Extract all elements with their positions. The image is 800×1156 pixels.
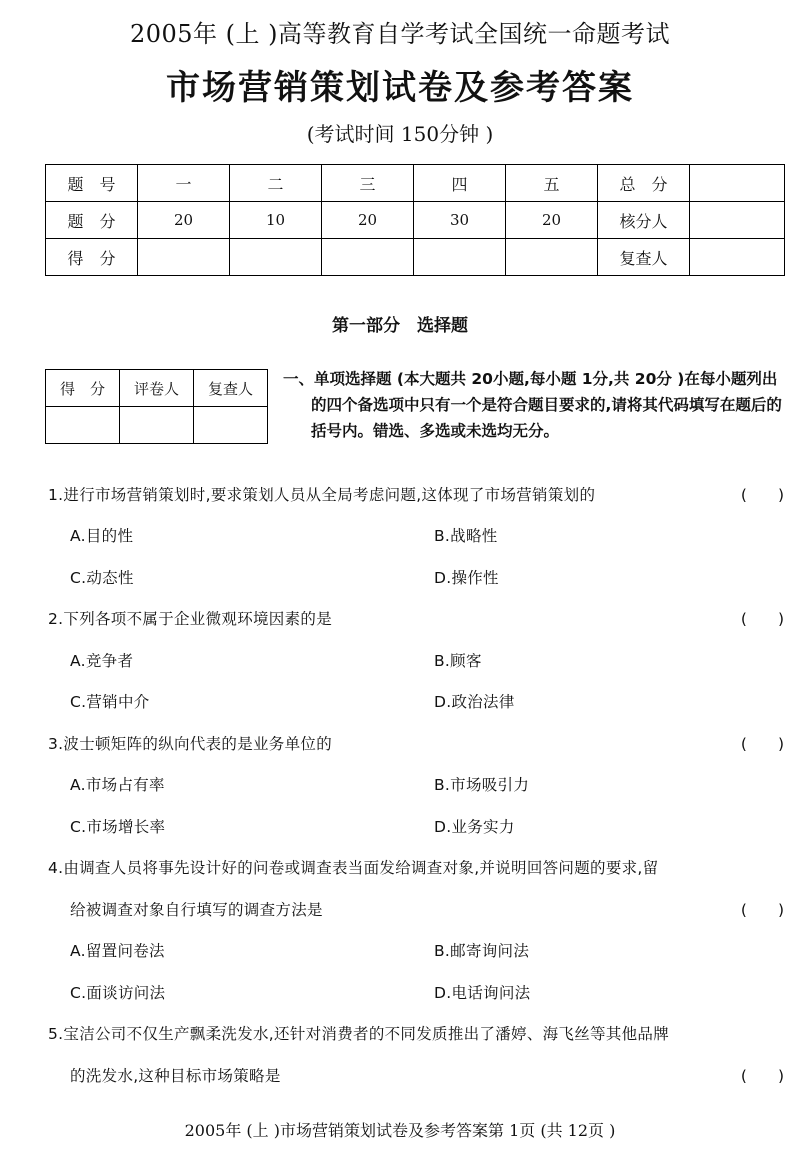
answer-bracket[interactable]: ( ) bbox=[740, 901, 784, 919]
score-cell-blank[interactable] bbox=[322, 239, 414, 276]
option-b: B.市场吸引力 bbox=[434, 776, 530, 794]
option-c: C.面谈访问法 bbox=[70, 984, 166, 1002]
option-c: C.市场增长率 bbox=[70, 818, 166, 836]
score-cell: 题 号 bbox=[46, 165, 138, 202]
score-cell: 20 bbox=[322, 202, 414, 239]
exam-time: (考试时间 150分钟 ) bbox=[306, 122, 494, 146]
answer-bracket[interactable]: ( ) bbox=[740, 1067, 784, 1085]
page-footer: 2005年 (上 )市场营销策划试卷及参考答案第 1页 (共 12页 ) bbox=[184, 1121, 616, 1140]
score-cell: 四 bbox=[414, 165, 506, 202]
score-cell: 五 bbox=[506, 165, 598, 202]
score-cell: 总 分 bbox=[598, 165, 690, 202]
score-table-row-points bbox=[46, 202, 785, 239]
score-cell-blank[interactable] bbox=[414, 239, 506, 276]
grader-cell-blank[interactable] bbox=[120, 407, 194, 444]
score-cell-blank[interactable] bbox=[690, 239, 785, 276]
exam-header: 2005年 (上 )高等教育自学考试全国统一命题考试 bbox=[129, 20, 671, 48]
score-table bbox=[45, 164, 785, 276]
score-cell: 核分人 bbox=[598, 202, 690, 239]
section-instructions: 一、单项选择题 (本大题共 20小题,每小题 1分,共 20分 )在每小题列出的四个备选项中只有一个是符合题目要求的,请将其代码填写在题后的括号内。错选、多选或未选均无分。 bbox=[283, 370, 782, 440]
option-d: D.业务实力 bbox=[434, 818, 515, 836]
score-cell: 题 分 bbox=[46, 202, 138, 239]
grader-header-score: 得 分 bbox=[46, 370, 120, 407]
question-2-stem: 2.下列各项不属于企业微观环境因素的是 bbox=[48, 610, 332, 628]
score-cell-blank[interactable] bbox=[506, 239, 598, 276]
score-cell: 得 分 bbox=[46, 239, 138, 276]
score-cell-blank[interactable] bbox=[138, 239, 230, 276]
option-b: B.顾客 bbox=[434, 652, 482, 670]
grader-header-reviewer: 复查人 bbox=[194, 370, 268, 407]
score-cell: 30 bbox=[414, 202, 506, 239]
score-cell: 20 bbox=[506, 202, 598, 239]
grader-header-grader: 评卷人 bbox=[120, 370, 194, 407]
score-cell: 复查人 bbox=[598, 239, 690, 276]
question-4-stem-line1: 4.由调查人员将事先设计好的问卷或调查表当面发给调查对象,并说明回答问题的要求,留 bbox=[48, 859, 659, 877]
option-a: A.留置问卷法 bbox=[70, 942, 165, 960]
score-table-row-earned bbox=[46, 239, 785, 276]
grader-table bbox=[45, 369, 268, 444]
score-cell: 一 bbox=[138, 165, 230, 202]
answer-bracket[interactable]: ( ) bbox=[740, 486, 784, 504]
option-c: C.营销中介 bbox=[70, 693, 150, 711]
option-a: A.市场占有率 bbox=[70, 776, 165, 794]
option-d: D.操作性 bbox=[434, 569, 499, 587]
question-5-stem-line2: 的洗发水,这种目标市场策略是 bbox=[70, 1067, 281, 1085]
grader-table-blank-row bbox=[46, 407, 268, 444]
grader-cell-blank[interactable] bbox=[194, 407, 268, 444]
score-cell: 20 bbox=[138, 202, 230, 239]
grader-table-header bbox=[46, 370, 268, 407]
question-3-stem: 3.波士顿矩阵的纵向代表的是业务单位的 bbox=[48, 735, 332, 753]
score-cell-blank[interactable] bbox=[690, 202, 785, 239]
grader-cell-blank[interactable] bbox=[46, 407, 120, 444]
option-b: B.战略性 bbox=[434, 527, 498, 545]
answer-bracket[interactable]: ( ) bbox=[740, 610, 784, 628]
part-title: 第一部分 选择题 bbox=[332, 316, 468, 336]
option-d: D.政治法律 bbox=[434, 693, 515, 711]
question-4-stem-line2: 给被调查对象自行填写的调查方法是 bbox=[70, 901, 323, 919]
option-a: A.目的性 bbox=[70, 527, 134, 545]
answer-bracket[interactable]: ( ) bbox=[740, 735, 784, 753]
score-cell-blank[interactable] bbox=[690, 165, 785, 202]
option-c: C.动态性 bbox=[70, 569, 134, 587]
option-d: D.电话询问法 bbox=[434, 984, 531, 1002]
question-1-stem: 1.进行市场营销策划时,要求策划人员从全局考虑问题,这体现了市场营销策划的 bbox=[48, 486, 596, 504]
paper-title: 市场营销策划试卷及参考答案 bbox=[166, 68, 634, 108]
score-table-row-question-number bbox=[46, 165, 785, 202]
score-cell: 10 bbox=[230, 202, 322, 239]
score-cell: 二 bbox=[230, 165, 322, 202]
option-a: A.竞争者 bbox=[70, 652, 134, 670]
option-b: B.邮寄询问法 bbox=[434, 942, 530, 960]
score-cell: 三 bbox=[322, 165, 414, 202]
score-cell-blank[interactable] bbox=[230, 239, 322, 276]
question-5-stem-line1: 5.宝洁公司不仅生产飘柔洗发水,还针对消费者的不同发质推出了潘婷、海飞丝等其他品牌 bbox=[48, 1025, 670, 1043]
